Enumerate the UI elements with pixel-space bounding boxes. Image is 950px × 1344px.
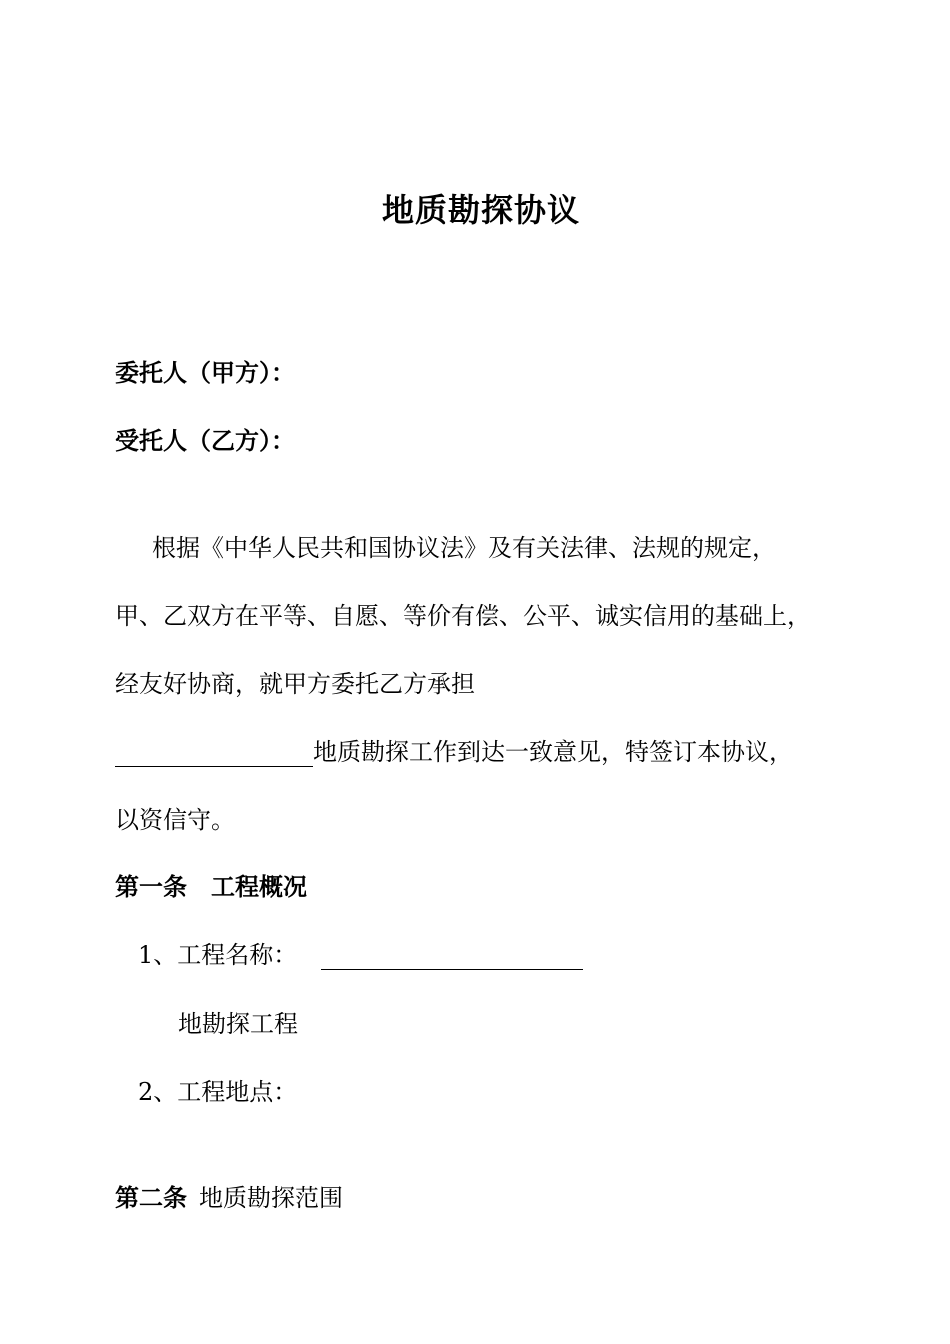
project-name-blank-line [321, 943, 583, 970]
article-2-heading [115, 1183, 343, 1213]
party-a-label: 委托人（甲方）： [115, 359, 295, 387]
article-1-title: 工程概况 [211, 873, 307, 901]
party-b-label: 受托人（乙方）： [115, 427, 295, 455]
preamble-line-2: 甲、乙双方在平等、自愿、等价有偿、公平、诚实信用的基础上， [115, 602, 811, 630]
preamble-line-5: 以资信守。 [115, 806, 235, 834]
preamble-line-3: 经友好协商，就甲方委托乙方承担 [115, 670, 475, 698]
project-name-label: 1、工程名称： [138, 941, 298, 969]
article-2-number: 第二条 [115, 1184, 187, 1212]
project-name-continuation: 地勘探工程 [178, 1010, 298, 1038]
article-2-title: 地质勘探范围 [199, 1184, 343, 1212]
project-location-label: 2、工程地点： [138, 1078, 298, 1106]
article-1-number: 第一条 [115, 873, 187, 901]
preamble-line-4 [115, 737, 793, 767]
article-1-heading [115, 872, 307, 902]
project-blank-line [115, 740, 313, 767]
preamble-line-1: 根据《中华人民共和国协议法》及有关法律、法规的规定， [152, 534, 776, 562]
preamble-line-4-text: 地质勘探工作到达一致意见，特签订本协议， [313, 738, 793, 766]
document-title: 地质勘探协议 [381, 191, 580, 229]
project-name-row [138, 940, 583, 970]
